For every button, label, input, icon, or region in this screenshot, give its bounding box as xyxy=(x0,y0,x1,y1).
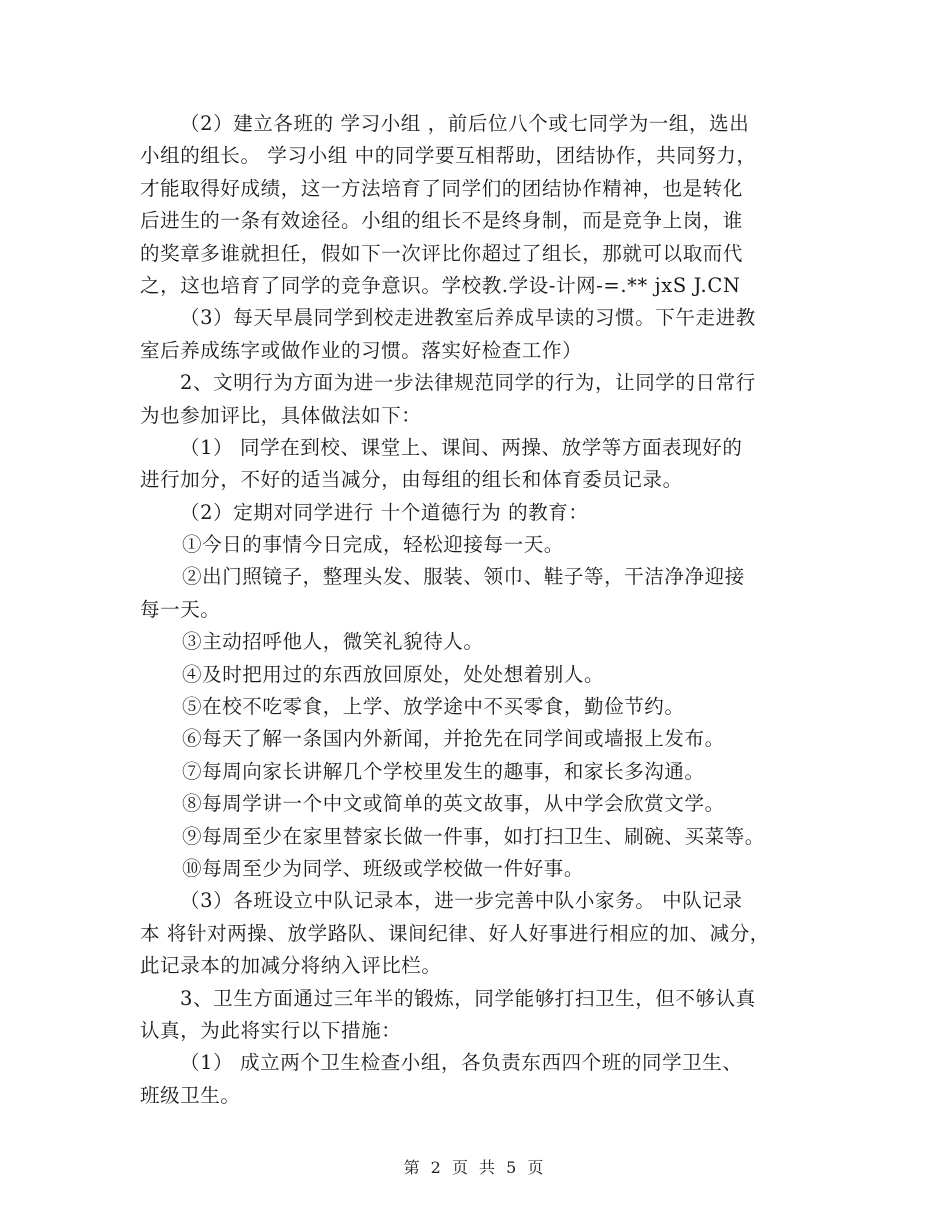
list-item: ⑩每周至少为同学、班级或学校做一件好事。 xyxy=(182,856,585,880)
text-line: 此记录本的加减分将纳入评比栏。 xyxy=(140,954,442,978)
list-item: ③主动招呼他人，微笑礼貌待人。 xyxy=(182,630,484,654)
text-line: 3、卫生方面通过三年半的锻炼，同学能够打扫卫生，但不够认真 xyxy=(180,986,756,1010)
text-line: 认真，为此将实行以下措施： xyxy=(140,1018,402,1042)
page-footer: 第 2 页 共 5 页 xyxy=(403,1158,547,1177)
document-body xyxy=(140,108,820,1112)
text-line: 进行加分，不好的适当减分，由每组的组长和体育委员记录。 xyxy=(140,468,683,492)
text-line: （1） 同学在到校、课堂上、课间、两操、放学等方面表现好的 xyxy=(180,435,743,459)
text-line: （3）每天早晨同学到校走进教室后养成早读的习惯。下午走进教 xyxy=(180,306,756,330)
text-line: 的奖章多谁就担任，假如下一次评比你超过了组长，那就可以取而代 xyxy=(140,241,744,265)
list-item: ⑥每天了解一条国内外新闻，并抢先在同学间或墙报上发布。 xyxy=(182,727,725,751)
text-line: 小组的组长。 学习小组 中的同学要互相帮助，团结协作，共同努力， xyxy=(140,144,757,168)
list-item: ⑨每周至少在家里替家长做一件事，如打扫卫生、刷碗、买菜等。 xyxy=(182,824,765,848)
text-line: 本 将针对两操、放学路队、课间纪律、好人好事进行相应的加、减分， xyxy=(140,921,770,945)
text-line: 每一天。 xyxy=(140,597,221,621)
list-item: ②出门照镜子，整理头发、服装、领巾、鞋子等，干洁净净迎接 xyxy=(182,565,745,589)
text-line: 班级卫生。 xyxy=(140,1083,241,1107)
text-line: 才能取得好成绩，这一方法培育了同学们的团结协作精神，也是转化 xyxy=(140,176,744,200)
list-item: ①今日的事情今日完成，轻松迎接每一天。 xyxy=(182,533,564,557)
text-line: （2）定期对同学进行 十个道德行为 的教育： xyxy=(180,500,589,524)
list-item: ④及时把用过的东西放回原处，处处想着别人。 xyxy=(182,662,605,686)
text-line: （1） 成立两个卫生检查小组，各负责东西四个班的同学卫生、 xyxy=(180,1051,743,1075)
text-line: 2、文明行为方面为进一步法律规范同学的行为，让同学的日常行 xyxy=(180,371,756,395)
text-line: （3）各班设立中队记录本，进一步完善中队小家务。 中队记录 xyxy=(180,889,743,913)
list-item: ⑧每周学讲一个中文或简单的英文故事，从中学会欣赏文学。 xyxy=(182,792,725,816)
text-line: （2）建立各班的 学习小组 ，前后位八个或七同学为一组，选出 xyxy=(180,112,750,135)
list-item: ⑤在校不吃零食，上学、放学途中不买零食，勤俭节约。 xyxy=(182,695,685,719)
text-line: 之，这也培育了同学的竞争意识。学校教.学设-计网-=.** jxS J.CN xyxy=(140,273,741,297)
text-line: 后进生的一条有效途径。小组的组长不是终身制，而是竞争上岗，谁 xyxy=(140,209,744,233)
list-item: ⑦每周向家长讲解几个学校里发生的趣事，和家长多沟通。 xyxy=(182,759,705,783)
text-line: 室后养成练字或做作业的习惯。落实好检查工作） xyxy=(140,338,583,362)
text-line: 为也参加评比，具体做法如下： xyxy=(140,403,422,427)
